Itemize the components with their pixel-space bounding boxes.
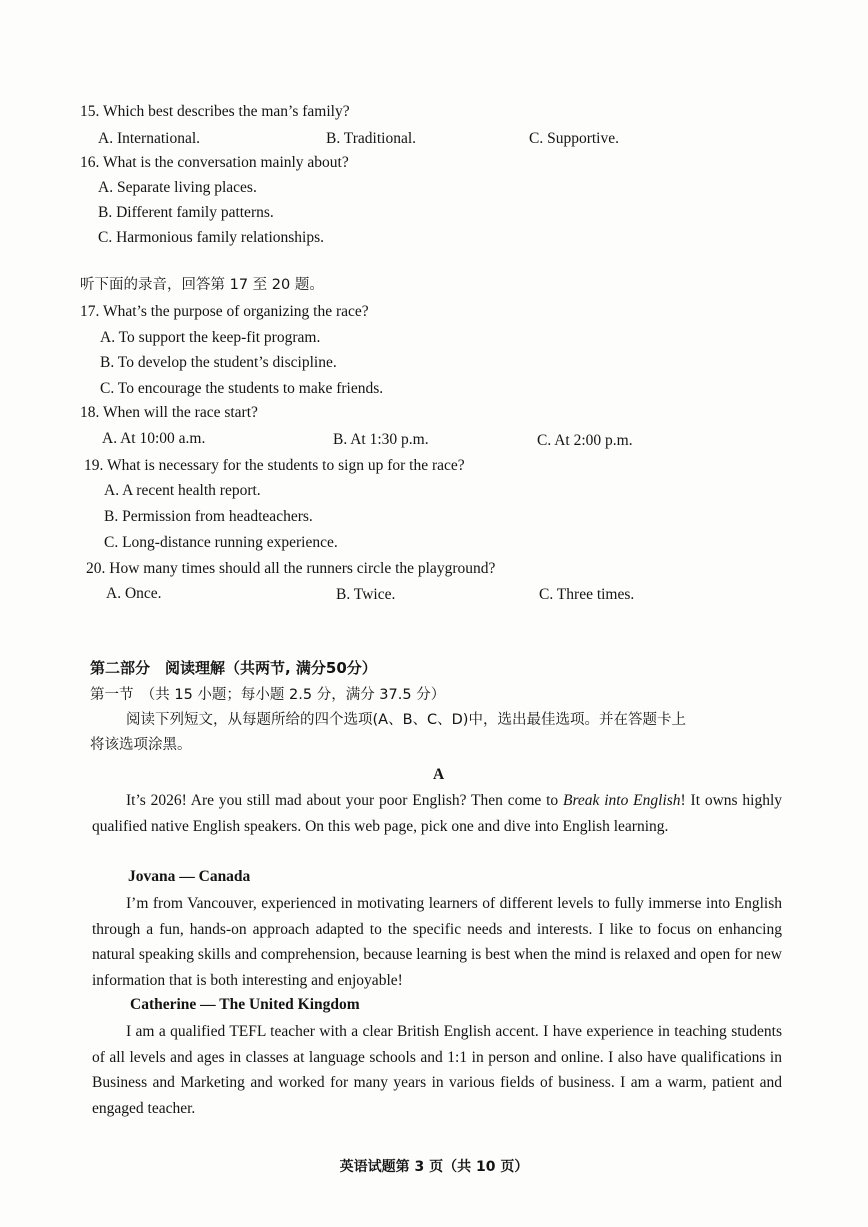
page-footer: 英语试题第 3 页（共 10 页） xyxy=(339,1159,529,1175)
question-19-option-a: A. A recent health report. xyxy=(104,482,261,499)
teacher-1-description xyxy=(92,891,782,993)
question-20-option-b: B. Twice. xyxy=(336,586,396,603)
question-18-option-a: A. At 10:00 a.m. xyxy=(102,430,206,447)
site-name: Break into English xyxy=(562,792,681,809)
question-20-stem: 20. How many times should all the runners circle the playground? xyxy=(86,560,496,577)
question-15-option-b: B. Traditional. xyxy=(326,130,417,147)
question-19-option-b: B. Permission from headteachers. xyxy=(104,508,313,525)
question-15-option-c: C. Supportive. xyxy=(529,130,619,147)
question-19-stem: 19. What is necessary for the students to sign up for the race? xyxy=(84,457,465,474)
teacher-1-text: I’m from Vancouver, experienced in motivating learners of different levels to fully immerse into English through a fun, hands-on approach adapted to the specific needs and interests. I like to focus on enhancing natural speaking skills and comprehension, because learning is best when the mind is relaxed and open for new information that is both interesting and enjoyable! xyxy=(92,895,782,989)
question-19-option-c: C. Long-distance running experience. xyxy=(104,534,338,551)
section-one-title: 第一节 （共 15 小题；每小题 2.5 分，满分 37.5 分） xyxy=(90,687,446,703)
question-17-option-c: C. To encourage the students to make friends. xyxy=(100,380,384,397)
question-15-option-a: A. International. xyxy=(98,130,201,147)
part-two-title: 第二部分 阅读理解（共两节, 满分50分） xyxy=(90,659,377,677)
question-15-stem: 15. Which best describes the man’s family? xyxy=(80,103,350,120)
question-18-option-c: C. At 2:00 p.m. xyxy=(537,432,633,449)
directions-line-1: 阅读下列短文，从每题所给的四个选项(A、B、C、D)中，选出最佳选项。并在答题卡上 xyxy=(126,712,686,728)
intro-text-before: It’s 2026! Are you still mad about your poor English? Then come to xyxy=(126,792,563,809)
question-16-stem: 16. What is the conversation mainly about? xyxy=(80,154,349,171)
question-17-stem: 17. What’s the purpose of organizing the race? xyxy=(80,303,369,320)
passage-intro xyxy=(92,788,782,839)
question-18-stem: 18. When will the race start? xyxy=(80,404,258,421)
teacher-2-heading: Catherine — The United Kingdom xyxy=(130,996,360,1013)
question-17-option-b: B. To develop the student’s discipline. xyxy=(100,354,337,371)
teacher-2-text: I am a qualified TEFL teacher with a clear British English accent. I have experience in teaching students of all levels and ages in classes at language schools and 1:1 in person and online. I also have qualifications in Business and Marketing and worked for many years in various fields of business. I am a warm, patient and engaged teacher. xyxy=(92,1023,782,1117)
question-18-option-b: B. At 1:30 p.m. xyxy=(333,431,429,448)
teacher-2-description xyxy=(92,1019,782,1121)
question-17-option-a: A. To support the keep-fit program. xyxy=(100,329,321,346)
question-20-option-c: C. Three times. xyxy=(539,586,635,603)
passage-label: A xyxy=(433,766,445,783)
question-16-option-a: A. Separate living places. xyxy=(98,179,257,196)
question-20-option-a: A. Once. xyxy=(106,585,162,602)
listening-instruction: 听下面的录音，回答第 17 至 20 题。 xyxy=(80,277,324,293)
teacher-1-heading: Jovana — Canada xyxy=(128,868,251,885)
question-16-option-b: B. Different family patterns. xyxy=(98,204,274,221)
directions-line-2: 将该选项涂黑。 xyxy=(90,737,192,753)
question-16-option-c: C. Harmonious family relationships. xyxy=(98,229,325,246)
intro-text-after: ! It owns highly qualified native English speakers. On this web page, pick one and dive into English learning. xyxy=(92,792,782,835)
